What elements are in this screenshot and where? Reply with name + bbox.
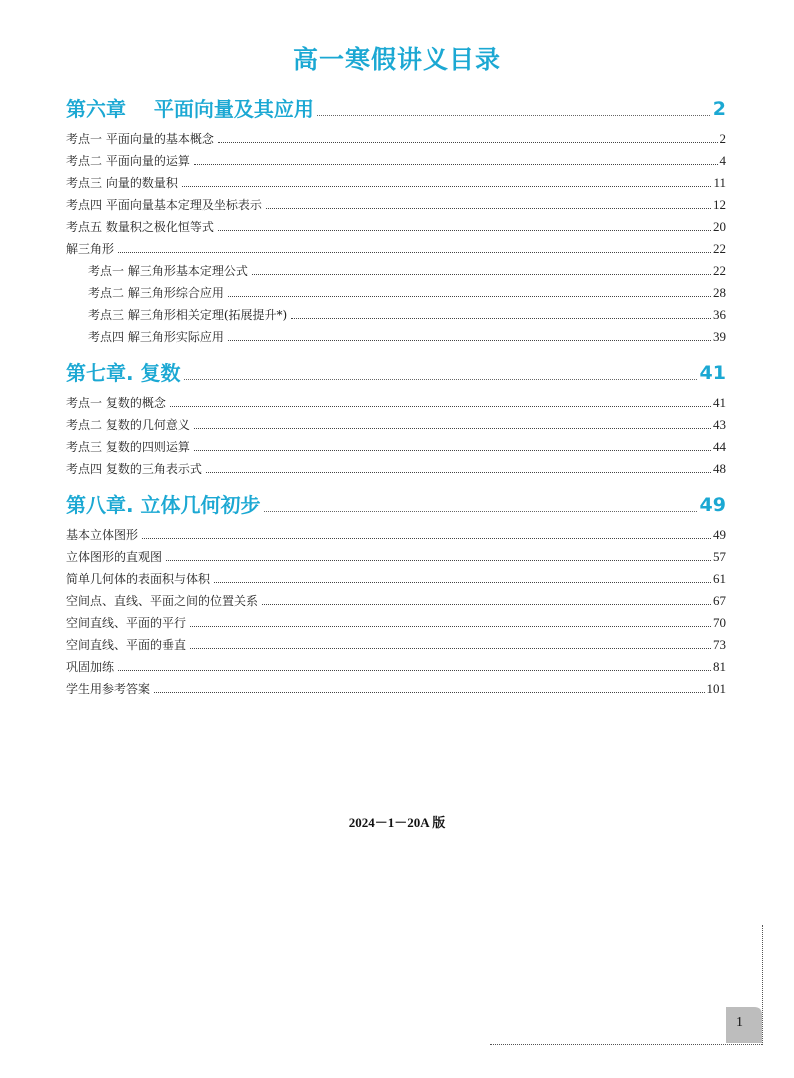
dot-leader xyxy=(206,472,711,473)
entry-page: 11 xyxy=(713,175,726,190)
dot-leader xyxy=(228,296,711,297)
dot-leader xyxy=(266,208,711,209)
entry-page: 49 xyxy=(713,527,726,542)
dot-leader xyxy=(194,428,711,429)
entry-page: 61 xyxy=(713,571,726,586)
toc-entry[interactable] xyxy=(66,154,726,168)
toc-entry[interactable] xyxy=(66,572,726,586)
toc-entry[interactable] xyxy=(66,638,726,652)
entry-page: 44 xyxy=(713,439,726,454)
dot-leader xyxy=(228,340,711,341)
entry-title: 考点二 平面向量的运算 xyxy=(66,154,190,168)
entry-page: 57 xyxy=(713,549,726,564)
chapter-heading: 第七章. 复数 xyxy=(66,361,181,385)
entry-page: 39 xyxy=(713,329,726,344)
page-number: 1 xyxy=(736,1015,743,1030)
toc-entry[interactable] xyxy=(66,176,726,190)
toc-entry[interactable] xyxy=(66,550,726,564)
dot-leader xyxy=(118,252,711,253)
entry-title: 考点一 复数的概念 xyxy=(66,396,166,410)
entry-page: 101 xyxy=(706,681,726,696)
toc-entry[interactable] xyxy=(66,616,726,630)
entry-title: 简单几何体的表面积与体积 xyxy=(66,572,211,586)
entry-title: 考点四 复数的三角表示式 xyxy=(66,462,202,476)
entry-page: 48 xyxy=(713,461,726,476)
dot-leader xyxy=(262,604,711,605)
toc-subentry[interactable] xyxy=(66,330,726,344)
page-border-horizontal xyxy=(490,1044,762,1045)
entry-title: 立体图形的直观图 xyxy=(66,550,163,564)
entry-page: 81 xyxy=(713,659,726,674)
entry-title: 考点三 复数的四则运算 xyxy=(66,440,190,454)
dot-leader xyxy=(194,164,718,165)
page-border-vertical xyxy=(762,925,763,1045)
toc-entry[interactable] xyxy=(66,242,726,256)
entry-page: 4 xyxy=(719,153,726,168)
entry-title: 考点二 复数的几何意义 xyxy=(66,418,190,432)
dot-leader xyxy=(190,648,711,649)
entry-title: 考点三 解三角形相关定理(拓展提升*) xyxy=(88,308,288,322)
entry-page: 28 xyxy=(713,285,726,300)
entry-page: 22 xyxy=(713,241,726,256)
dot-leader xyxy=(166,560,711,561)
entry-page: 43 xyxy=(713,417,726,432)
toc-entry[interactable] xyxy=(66,462,726,476)
entry-page: 36 xyxy=(713,307,726,322)
entry-title: 考点二 解三角形综合应用 xyxy=(88,286,224,300)
toc-entry[interactable] xyxy=(66,220,726,234)
entry-title: 考点一 平面向量的基本概念 xyxy=(66,132,214,146)
toc-entry[interactable] xyxy=(66,660,726,674)
dot-leader xyxy=(182,186,712,187)
dot-leader xyxy=(252,274,711,275)
entry-title: 考点三 向量的数量积 xyxy=(66,176,178,190)
chapter-heading: 第八章. 立体几何初步 xyxy=(66,493,261,517)
page-corner-tab xyxy=(724,1005,764,1045)
toc-subentry[interactable] xyxy=(66,308,726,322)
entry-title: 考点四 平面向量基本定理及坐标表示 xyxy=(66,198,262,212)
dot-leader xyxy=(218,142,718,143)
entry-page: 73 xyxy=(713,637,726,652)
entry-page: 41 xyxy=(713,395,726,410)
entry-title: 空间直线、平面的垂直 xyxy=(66,638,187,652)
toc-entry[interactable] xyxy=(66,396,726,410)
entry-title: 解三角形 xyxy=(66,242,115,256)
toc-entry[interactable] xyxy=(66,418,726,432)
entry-title: 空间点、直线、平面之间的位置关系 xyxy=(66,594,259,608)
toc-chapter-8[interactable] xyxy=(66,492,726,518)
entry-page: 20 xyxy=(713,219,726,234)
dot-leader xyxy=(214,582,711,583)
table-of-contents xyxy=(66,96,726,696)
dot-leader xyxy=(184,379,697,380)
toc-entry[interactable] xyxy=(66,682,726,696)
entry-title: 考点一 解三角形基本定理公式 xyxy=(88,264,248,278)
chapter-page: 49 xyxy=(699,494,726,516)
toc-chapter-6[interactable] xyxy=(66,96,726,122)
dot-leader xyxy=(170,406,711,407)
toc-entry[interactable] xyxy=(66,528,726,542)
toc-chapter-7[interactable] xyxy=(66,360,726,386)
toc-subentry[interactable] xyxy=(66,286,726,300)
dot-leader xyxy=(154,692,704,693)
chapter-heading: 第六章 平面向量及其应用 xyxy=(66,97,314,121)
entry-page: 22 xyxy=(713,263,726,278)
toc-subentry[interactable] xyxy=(66,264,726,278)
dot-leader xyxy=(317,115,710,116)
entry-title: 基本立体图形 xyxy=(66,528,139,542)
toc-entry[interactable] xyxy=(66,132,726,146)
dot-leader xyxy=(218,230,711,231)
dot-leader xyxy=(264,511,697,512)
entry-title: 空间直线、平面的平行 xyxy=(66,616,187,630)
page-title: 高一寒假讲义目录 xyxy=(292,45,501,74)
entry-page: 2 xyxy=(719,131,726,146)
dot-leader xyxy=(190,626,711,627)
dot-leader xyxy=(291,318,711,319)
dot-leader xyxy=(142,538,711,539)
chapter-page: 41 xyxy=(699,362,726,384)
dot-leader xyxy=(118,670,711,671)
entry-title: 考点五 数量积之极化恒等式 xyxy=(66,220,214,234)
version-label: 2024－1－20A 版 xyxy=(348,815,446,830)
toc-entry[interactable] xyxy=(66,594,726,608)
entry-page: 70 xyxy=(713,615,726,630)
entry-title: 考点四 解三角形实际应用 xyxy=(88,330,224,344)
entry-page: 67 xyxy=(713,593,726,608)
entry-page: 12 xyxy=(713,197,726,212)
entry-title: 巩固加练 xyxy=(66,660,115,674)
toc-entry[interactable] xyxy=(66,198,726,212)
toc-entry[interactable] xyxy=(66,440,726,454)
chapter-page: 2 xyxy=(712,98,726,120)
dot-leader xyxy=(194,450,711,451)
entry-title: 学生用参考答案 xyxy=(66,682,151,696)
